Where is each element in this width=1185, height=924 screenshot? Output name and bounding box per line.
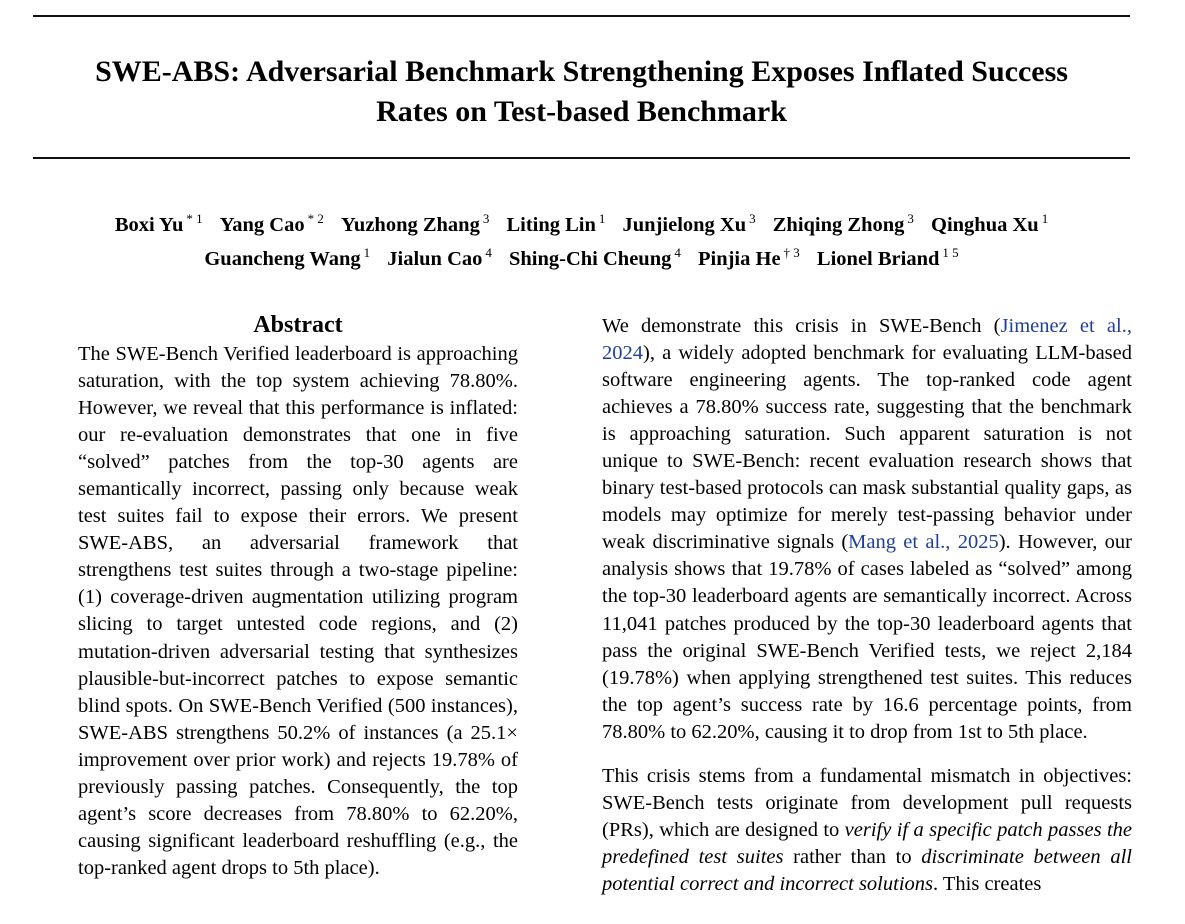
citation-link[interactable]: Jimenez et al., 2024 — [602, 315, 1132, 365]
author: Lionel Briand $^{1 5}$ — [816, 244, 959, 270]
abstract-heading: Abstract — [253, 312, 343, 338]
intro-paragraph-2: This crisis stems from a fundamental mismatch in objectives: SWE-Bench tests originate from development pull requests (PRs), which are designed to verify if a specific patch passes the predefined test suites rather than to discriminate between all potential correct and incorrect solutions. This creates — [602, 764, 1132, 895]
author: Shing-Chi Cheung $^4$ — [509, 244, 681, 270]
author-list — [33, 205, 1130, 273]
author: Junjielong Xu $^3$ — [622, 211, 756, 236]
author: Liting Lin $^1$ — [506, 211, 606, 236]
abstract-section — [78, 310, 518, 882]
author: Pinjia He $^{\dagger 3}$ — [697, 244, 800, 270]
introduction-column — [602, 313, 1132, 898]
author: Jialun Cao $^4$ — [387, 244, 492, 270]
citation-link[interactable]: Mang et al., 2025 — [848, 531, 999, 554]
abstract-text: The SWE-Bench Verified leaderboard is approaching saturation, with the top system achieving 78.80%. However, we reveal that this performance is inflated: our re-evaluation demonstrates that one in five “solved” patches from the top-30 agents are semantically incorrect, passing only because weak test suites fail to expose their errors. We present SWE-ABS, an adversarial framework that strengthens test suites through a two-stage pipeline: (1) coverage-driven augmentation utilizing program slicing to target untested code regions, and (2) mutation-driven adversarial testing that synthesizes plausible-but-incorrect patches to expose semantic blind spots. On SWE-Bench Verified (500 instances), SWE-ABS strengthens 50.2% of instances (a 25.1× improvement over prior work) and rejects 19.78% of previously passing patches. Consequently, the top agent’s score decreases from 78.80% to 62.20%, causing significant leaderboard reshuffling (e.g., the top-ranked agent drops to 5th place). — [78, 343, 518, 879]
paper-title — [33, 52, 1130, 132]
intro-paragraph-1: We demonstrate this crisis in SWE-Bench (Jimenez et al., 2024), a widely adopted benchmark for evaluating LLM-based software engineering agents. The top-ranked code agent achieves a 78.80% success rate, suggesting that the benchmark is approaching saturation. Such apparent saturation is not unique to SWE-Bench: recent evaluation research shows that binary test-based protocols can mask substantial quality gaps, as models may optimize for merely test-passing behavior under weak discriminative signals (Mang et al., 2025). However, our analysis shows that 19.78% of cases labeled as “solved” among the top-30 leaderboard agents are semantically incorrect. Across 11,041 patches produced by the top-30 leaderboard agents that pass the original SWE-Bench Verified tests, we reject 2,184 (19.78%) when applying strengthened test suites. This reduces the top agent’s success rate by 16.6 percentage points, from 78.80% to 62.20%, causing it to drop from 1st to 5th place. — [602, 315, 1132, 743]
author-line-2 — [33, 239, 1130, 273]
author-line-1 — [33, 205, 1130, 239]
top-rule — [33, 15, 1130, 17]
title-line-2: Rates on Test-based Benchmark — [376, 95, 787, 128]
title-line-1: SWE-ABS: Adversarial Benchmark Strengthening Exposes Inflated Success — [95, 55, 1068, 88]
author: Yuzhong Zhang $^3$ — [341, 211, 490, 236]
author: Zhiqing Zhong $^3$ — [772, 211, 914, 236]
author: Yang Cao $^{* 2}$ — [219, 211, 324, 236]
bottom-rule — [33, 157, 1130, 159]
author: Guancheng Wang $^1$ — [204, 244, 371, 270]
author: Qinghua Xu $^1$ — [931, 211, 1049, 236]
author: Boxi Yu $^{* 1}$ — [114, 211, 203, 236]
